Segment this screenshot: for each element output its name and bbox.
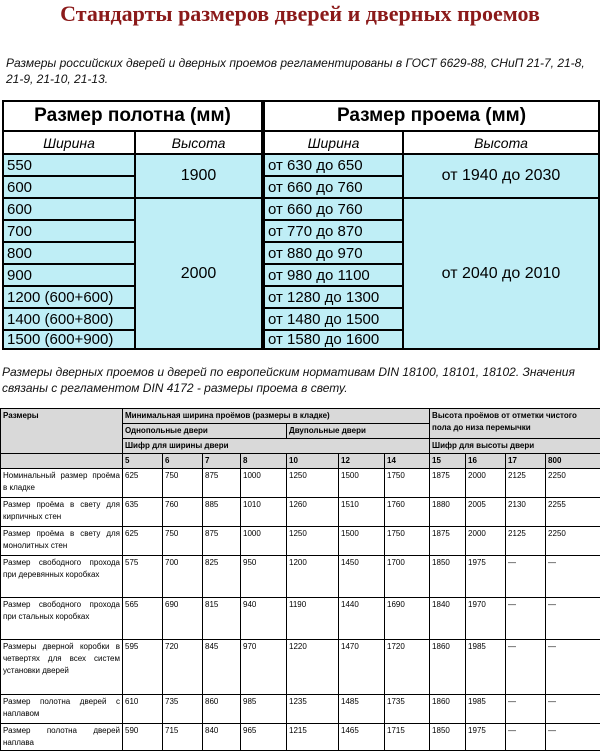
code-cell: 15 [430,454,466,469]
leaf-width-cell: 600 [4,199,134,219]
value-cell: 720 [163,640,203,695]
code-cell: 16 [466,454,506,469]
value-cell: — [506,640,546,695]
opening-height-cell: от 1940 до 2030 [404,155,598,197]
opening-width-cell: от 770 до 870 [265,221,402,241]
value-cell: 860 [203,695,241,724]
european-sizes-table [0,408,600,751]
page-title: Стандарты размеров дверей и дверных проемов [0,1,600,27]
value-cell: 2250 [546,469,600,498]
leaf-width-cell: 1400 (600+800) [4,309,134,329]
header-width-code: Шифр для ширины двери [123,439,430,454]
leaf-height-cell: 2000 [136,199,261,348]
code-cell: 12 [339,454,385,469]
subheader-leaf-width: Ширина [4,132,134,153]
value-cell: — [506,598,546,640]
value-cell: 625 [123,527,163,556]
table-row [1,598,600,640]
value-cell: 1880 [430,498,466,527]
code-cell: 800 [546,454,600,469]
value-cell: 1465 [339,724,385,751]
table-row [1,469,600,498]
leaf-width-cell: 900 [4,265,134,285]
code-cell: 6 [163,454,203,469]
value-cell: 595 [123,640,163,695]
value-cell: 875 [203,527,241,556]
value-cell: 625 [123,469,163,498]
value-cell: 1450 [339,556,385,598]
value-cell: 750 [163,469,203,498]
value-cell: 565 [123,598,163,640]
opening-width-cell: от 1480 до 1500 [265,309,402,329]
row-label: Номинальный размер проёма в кладке [1,469,123,498]
value-cell: 1500 [339,527,385,556]
opening-height-cell: от 2040 до 2010 [404,199,598,348]
value-cell: 610 [123,695,163,724]
value-cell: 1760 [385,498,430,527]
value-cell: 1975 [466,556,506,598]
subheader-opening-height: Высота [404,132,598,153]
leaf-width-cell: 1500 (600+900) [4,331,134,348]
header-double-doors: Двупольные двери [287,424,430,439]
value-cell: 1860 [430,640,466,695]
table-row [1,724,600,751]
row-label: Размер проёма в свету для монолитных стен [1,527,123,556]
value-cell: 1860 [430,695,466,724]
value-cell: 1010 [241,498,287,527]
value-cell: 1985 [466,640,506,695]
row-label: Размер полотна дверей наплава [1,724,123,751]
header-opening-size: Размер проема (мм) [265,102,598,130]
header-single-doors: Однопольные двери [123,424,287,439]
value-cell: 885 [203,498,241,527]
value-cell: 1715 [385,724,430,751]
value-cell: 1735 [385,695,430,724]
opening-width-cell: от 1580 до 1600 [265,331,402,348]
header-height-code: Шифр для высоты двери [430,439,600,454]
code-cell: 14 [385,454,430,469]
value-cell: 1235 [287,695,339,724]
value-cell: 1840 [430,598,466,640]
value-cell: 1500 [339,469,385,498]
value-cell: 1000 [241,527,287,556]
value-cell: 940 [241,598,287,640]
value-cell: 1875 [430,527,466,556]
code-cell: 10 [287,454,339,469]
value-cell: 1970 [466,598,506,640]
leaf-width-cell: 550 [4,155,134,175]
header-min-width: Минимальная ширина проёмов (размеры в кладке) [123,409,430,424]
value-cell: 845 [203,640,241,695]
value-cell: 825 [203,556,241,598]
value-cell: 965 [241,724,287,751]
row-label: Размер свободного прохода при деревянных коробках [1,556,123,598]
row-label: Размер проёма в свету для кирпичных стен [1,498,123,527]
table-row [1,556,600,598]
table-row [1,498,600,527]
value-cell: — [506,556,546,598]
value-cell: 590 [123,724,163,751]
code-cell: 8 [241,454,287,469]
russian-sizes-table [2,100,600,350]
value-cell: 1690 [385,598,430,640]
code-cell: 7 [203,454,241,469]
table-row [1,527,600,556]
header-sizes: Размеры [1,409,123,454]
value-cell: 700 [163,556,203,598]
value-cell: 2005 [466,498,506,527]
subheader-leaf-height: Высота [136,132,261,153]
value-cell: 1510 [339,498,385,527]
value-cell: 690 [163,598,203,640]
value-cell: 1470 [339,640,385,695]
value-cell: 1220 [287,640,339,695]
value-cell: 2000 [466,527,506,556]
value-cell: 750 [163,527,203,556]
value-cell: 985 [241,695,287,724]
header-opening-height: Высота проёмов от отметки чистого пола до низа перемычки [430,409,600,439]
value-cell: — [506,724,546,751]
value-cell: 2255 [546,498,600,527]
leaf-width-cell: 600 [4,177,134,197]
value-cell: 1850 [430,556,466,598]
code-cell: 5 [123,454,163,469]
value-cell: 2125 [506,527,546,556]
value-cell: 735 [163,695,203,724]
value-cell: — [546,695,600,724]
value-cell: — [546,640,600,695]
value-cell: 875 [203,469,241,498]
value-cell: 2000 [466,469,506,498]
row-label: Размеры дверной коробки в четвертях для всех систем установки дверей [1,640,123,695]
value-cell: — [546,556,600,598]
leaf-width-cell: 800 [4,243,134,263]
row-label: Размер свободного прохода при стальных коробках [1,598,123,640]
value-cell: 1700 [385,556,430,598]
header-leaf-size: Размер полотна (мм) [4,102,261,130]
value-cell: 1875 [430,469,466,498]
value-cell: — [506,695,546,724]
opening-width-cell: от 660 до 760 [265,199,402,219]
code-cell: 17 [506,454,546,469]
value-cell: 1250 [287,527,339,556]
value-cell: 970 [241,640,287,695]
value-cell: 1260 [287,498,339,527]
value-cell: 1440 [339,598,385,640]
table-row [1,695,600,724]
value-cell: — [546,598,600,640]
value-cell: 1985 [466,695,506,724]
value-cell: 2250 [546,527,600,556]
value-cell: 1000 [241,469,287,498]
value-cell: 1200 [287,556,339,598]
value-cell: 575 [123,556,163,598]
value-cell: 840 [203,724,241,751]
value-cell: 1750 [385,527,430,556]
opening-width-cell: от 880 до 970 [265,243,402,263]
code-corner [1,454,123,469]
value-cell: 635 [123,498,163,527]
row-label: Размер полотна дверей с наплавом [1,695,123,724]
value-cell: — [546,724,600,751]
value-cell: 1250 [287,469,339,498]
value-cell: 1850 [430,724,466,751]
opening-width-cell: от 630 до 650 [265,155,402,175]
table-row [1,640,600,695]
opening-width-cell: от 660 до 760 [265,177,402,197]
value-cell: 2125 [506,469,546,498]
value-cell: 715 [163,724,203,751]
value-cell: 1750 [385,469,430,498]
value-cell: 950 [241,556,287,598]
opening-width-cell: от 980 до 1100 [265,265,402,285]
value-cell: 1485 [339,695,385,724]
intro-text: Размеры российских дверей и дверных проемов регламентированы в ГОСТ 6629-88, СНиП 21-7, 21-8, 21-9, 21-10, 21-13. [6,55,598,87]
opening-width-cell: от 1280 до 1300 [265,287,402,307]
value-cell: 1190 [287,598,339,640]
value-cell: 815 [203,598,241,640]
value-cell: 1215 [287,724,339,751]
value-cell: 1975 [466,724,506,751]
european-intro-text: Размеры дверных проемов и дверей по европейским нормативам DIN 18100, 18101, 18102. Значения связаны с регламентом DIN 4172 - размеры проема в свету. [2,364,600,396]
leaf-height-cell: 1900 [136,155,261,197]
value-cell: 760 [163,498,203,527]
leaf-width-cell: 700 [4,221,134,241]
subheader-opening-width: Ширина [265,132,402,153]
leaf-width-cell: 1200 (600+600) [4,287,134,307]
value-cell: 2130 [506,498,546,527]
value-cell: 1720 [385,640,430,695]
